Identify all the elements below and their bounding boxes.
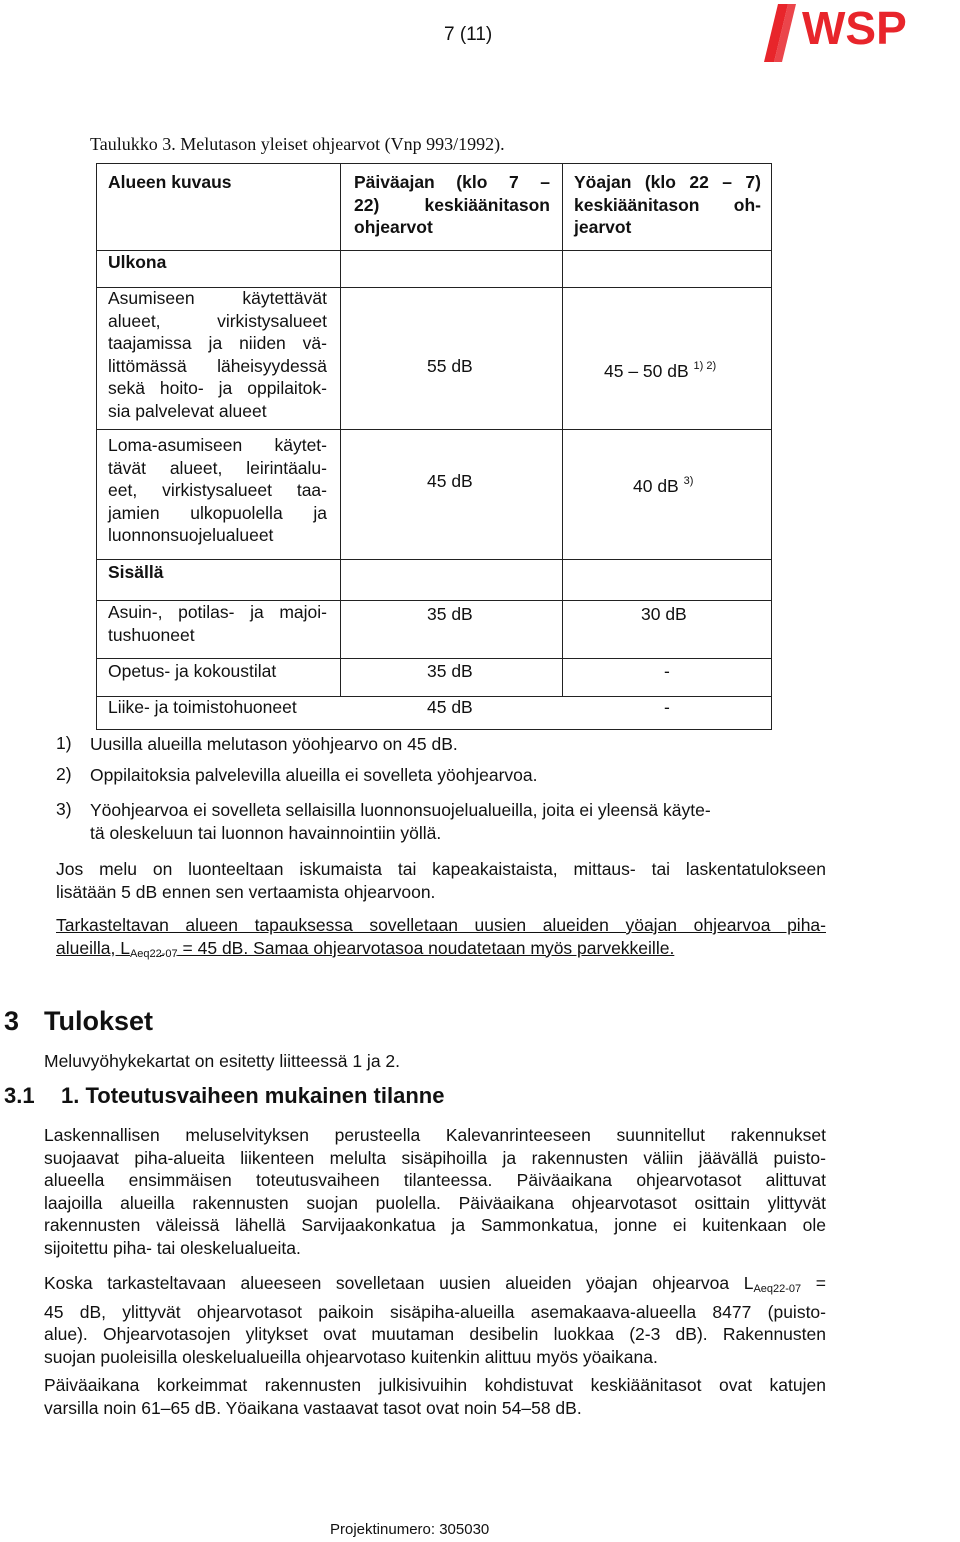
row1-night-text: 45 – 50 dB bbox=[604, 361, 689, 381]
subscript: Aeq22-07 bbox=[753, 1283, 802, 1295]
footnote-text: Uusilla alueilla melutason yöohjearvo on 45 dB. bbox=[90, 734, 458, 754]
row1-desc-line: taajamissa ja niiden vä- bbox=[108, 333, 327, 354]
row2-night-value bbox=[633, 470, 693, 498]
paragraph-text: = bbox=[801, 1273, 826, 1293]
header-day-line1: Päiväajan (klo 7 – bbox=[354, 172, 550, 192]
paragraph-text: Koska tarkasteltavaan alueeseen sovelletaan uusien alueiden yöajan ohjearvoa L bbox=[44, 1273, 754, 1293]
paragraph-line: alue). Ohjearvotasojen ylitykset ovat muutaman desibelin luokkaa (2-3 dB). Rakennusten bbox=[44, 1324, 826, 1344]
table-caption: Taulukko 3. Melutason yleiset ohjearvot (Vnp 993/1992). bbox=[90, 134, 505, 154]
footnote-text: Yöohjearvoa ei sovelleta sellaisilla luonnonsuojelualueilla, joita ei yleensä käyte- bbox=[90, 800, 711, 820]
header-day-line3: ohjearvot bbox=[354, 217, 433, 238]
paragraph-text: alueilla, L bbox=[56, 937, 130, 958]
measurement-note-paragraph bbox=[56, 858, 826, 903]
subsection-title: 1. Toteutusvaiheen mukainen tilanne bbox=[61, 1083, 445, 1108]
paragraph-line: laajoilla alueilla rakennusten suojan puolella. Päiväaikana ohjearvotasot osittain ylittyvät bbox=[44, 1192, 826, 1213]
paragraph-line: alueella ensimmäisen toteutusvaiheen tilanteessa. Päiväaikana ohjearvotasot alittuvat bbox=[44, 1170, 826, 1190]
row5-night-value: - bbox=[664, 697, 670, 717]
results-intro: Meluvyöhykekartat on esitetty liitteessä 1 ja 2. bbox=[44, 1051, 401, 1071]
row2-desc-line: luonnonsuojelualueet bbox=[108, 525, 274, 546]
paragraph-line: varsilla noin 61–65 dB. Yöaikana vastaavat tasot ovat noin 54–58 dB. bbox=[44, 1397, 582, 1418]
project-number-footer: Projektinumero: 305030 bbox=[330, 1521, 490, 1538]
row1-desc-line: alueet, virkistysalueet bbox=[108, 310, 327, 331]
noise-guideline-table bbox=[96, 163, 772, 730]
logo-text: WSP bbox=[802, 2, 907, 54]
paragraph-line: suojaavat piha-alueita liikenteen melulta sisäpihoilla ja rakennusten väliin jäävällä puisto- bbox=[44, 1147, 826, 1168]
subscript: Aeq22-07 bbox=[129, 947, 178, 960]
row2-night-text: 40 dB bbox=[633, 476, 679, 496]
paragraph-line: 45 dB, ylittyvät ohjearvotasot paikoin sisäpiha-alueilla asemakaava-alueella 8477 (puisto- bbox=[44, 1301, 826, 1322]
row4-day-value: 35 dB bbox=[427, 661, 473, 681]
row3-desc-line: tushuoneet bbox=[108, 624, 195, 645]
body-paragraph-2 bbox=[44, 1272, 826, 1368]
row2-night-note: 3) bbox=[683, 475, 694, 487]
row2-desc-line: Loma-asumiseen käytet- bbox=[108, 435, 327, 455]
row2-desc-line: eet, virkistysalueet taa- bbox=[108, 480, 327, 501]
footnote-text: tä oleskeluun tai luonnon havainnointiin yöllä. bbox=[90, 822, 442, 843]
row1-night-note: 1) 2) bbox=[693, 360, 717, 372]
header-night-line2: keskiäänitason oh- bbox=[574, 194, 761, 215]
row2-desc-line: tävät alueet, leirintäalu- bbox=[108, 457, 327, 478]
paragraph-line: rakennusten väleissä lähellä Sarvijaakonkatua ja Sammonkatua, jonne ei kuitenkaan ole bbox=[44, 1215, 826, 1235]
row1-day-value: 55 dB bbox=[427, 356, 473, 376]
section-outdoor: Ulkona bbox=[108, 252, 167, 272]
row5-label: Liike- ja toimistohuoneet bbox=[108, 697, 297, 717]
row1-desc-line: littömässä läheisyydessä bbox=[108, 355, 327, 376]
footnote-number: 3) bbox=[56, 799, 72, 819]
footnote-number: 1) bbox=[56, 733, 72, 753]
row1-desc-line: Asumiseen käytettävät bbox=[108, 288, 327, 308]
paragraph-line: sijoitettu piha- tai oleskelualueita. bbox=[44, 1237, 301, 1258]
section-title: Tulokset bbox=[44, 1006, 154, 1036]
page-number: 7 (11) bbox=[444, 24, 493, 45]
row1-night-value bbox=[604, 355, 716, 383]
paragraph-line: Jos melu on luonteeltaan iskumaista tai kapeakaistaista, mittaus- tai laskentatulokseen bbox=[56, 859, 826, 879]
row2-day-value: 45 dB bbox=[427, 471, 473, 491]
body-paragraph-3 bbox=[44, 1374, 826, 1419]
row4-label: Opetus- ja kokoustilat bbox=[108, 661, 277, 681]
row1-desc-line: sekä hoito- ja oppilaitok- bbox=[108, 378, 327, 399]
section-number: 3 bbox=[4, 1006, 20, 1036]
row5-day-value: 45 dB bbox=[427, 697, 473, 717]
paragraph-line bbox=[44, 1272, 826, 1301]
footnote-text: Oppilaitoksia palvelevilla alueilla ei sovelleta yöohjearvoa. bbox=[90, 765, 538, 785]
wsp-logo bbox=[764, 2, 960, 64]
header-day-line2: 22) keskiäänitason bbox=[354, 194, 550, 215]
paragraph-line: Tarkasteltavan alueen tapauksessa sovelletaan uusien alueiden yöajan ohjearvoa piha- bbox=[56, 915, 826, 935]
row1-desc-line: sia palvelevat alueet bbox=[108, 401, 267, 421]
row3-day-value: 35 dB bbox=[427, 604, 473, 624]
subsection-number: 3.1 bbox=[4, 1083, 35, 1108]
body-paragraph-1 bbox=[44, 1124, 826, 1259]
header-night-line3: jearvot bbox=[574, 217, 632, 238]
header-night-line1: Yöajan (klo 22 – 7) bbox=[574, 172, 761, 192]
subsection-heading bbox=[4, 1083, 444, 1109]
paragraph-line: Päiväaikana korkeimmat rakennusten julkisivuihin kohdistuvat keskiäänitasot ovat katujen bbox=[44, 1375, 826, 1395]
applied-guideline-paragraph bbox=[56, 914, 826, 965]
paragraph-text: = 45 dB. Samaa ohjearvotasoa noudatetaan myös parvekkeille. bbox=[177, 937, 675, 958]
row2-desc-line: jamien ulkopuolella ja bbox=[108, 502, 327, 523]
row3-desc-line: Asuin-, potilas- ja majoi- bbox=[108, 602, 327, 622]
paragraph-line: Laskennallisen meluselvityksen perusteella Kalevanrinteeseen suunnitellut rakennukset bbox=[44, 1125, 826, 1145]
footnote-number: 2) bbox=[56, 764, 72, 784]
section-heading-results bbox=[4, 1006, 153, 1037]
row4-night-value: - bbox=[664, 661, 670, 681]
paragraph-line: lisätään 5 dB ennen sen vertaamista ohjearvoon. bbox=[56, 881, 436, 902]
paragraph-line bbox=[56, 937, 826, 966]
section-indoor: Sisällä bbox=[108, 562, 164, 582]
row3-night-value: 30 dB bbox=[641, 604, 687, 624]
paragraph-line: suojan puoleisilla oleskelualueilla ohjearvotaso kuitenkin alittuu myös yöaikana. bbox=[44, 1346, 658, 1367]
header-area-description: Alueen kuvaus bbox=[108, 172, 232, 192]
